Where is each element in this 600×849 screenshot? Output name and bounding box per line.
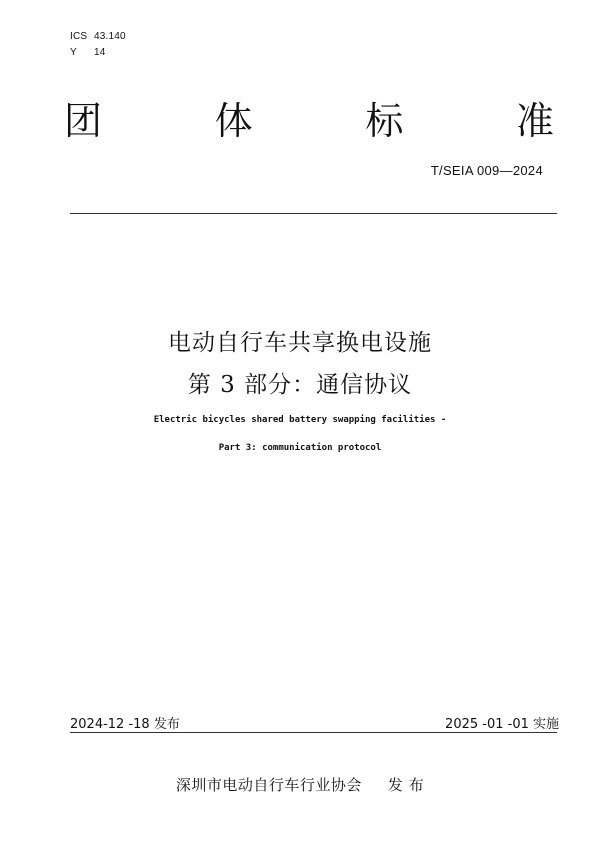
- header-divider: [70, 213, 557, 214]
- publisher-action: 发 布: [387, 776, 425, 794]
- title-cn-line2: 第 3 部分：通信协议: [187, 372, 413, 398]
- publisher-name: 深圳市电动自行车行业协会: [175, 776, 362, 794]
- standard-type-char: 标: [365, 99, 404, 143]
- ccs-label: Y: [70, 47, 77, 58]
- standard-number: T/SEIA 009—2024: [430, 163, 543, 178]
- title-en-line2: Part 3: communication protocol: [218, 443, 382, 453]
- classification-codes: [70, 29, 126, 61]
- publisher-line: [0, 774, 600, 795]
- standard-type-char: 团: [64, 99, 103, 143]
- ics-row: [70, 29, 126, 45]
- standard-type-char: 准: [515, 99, 554, 143]
- title-cn-line1: 电动自行车共享换电设施: [168, 330, 432, 356]
- standard-type-char: 体: [214, 99, 253, 143]
- ccs-row: [70, 45, 126, 61]
- standard-type-heading: [64, 96, 554, 146]
- ics-value: 43.140: [94, 31, 126, 42]
- title-en-line1: Electric bicycles shared battery swapping facilities -: [153, 415, 447, 425]
- implementation-date: 2025 -01 -01 实施: [445, 717, 559, 732]
- ccs-value: 14: [94, 47, 106, 58]
- ics-label: ICS: [70, 31, 88, 42]
- issue-date: 2024-12 -18 发布: [70, 717, 180, 732]
- footer-divider: [70, 732, 557, 733]
